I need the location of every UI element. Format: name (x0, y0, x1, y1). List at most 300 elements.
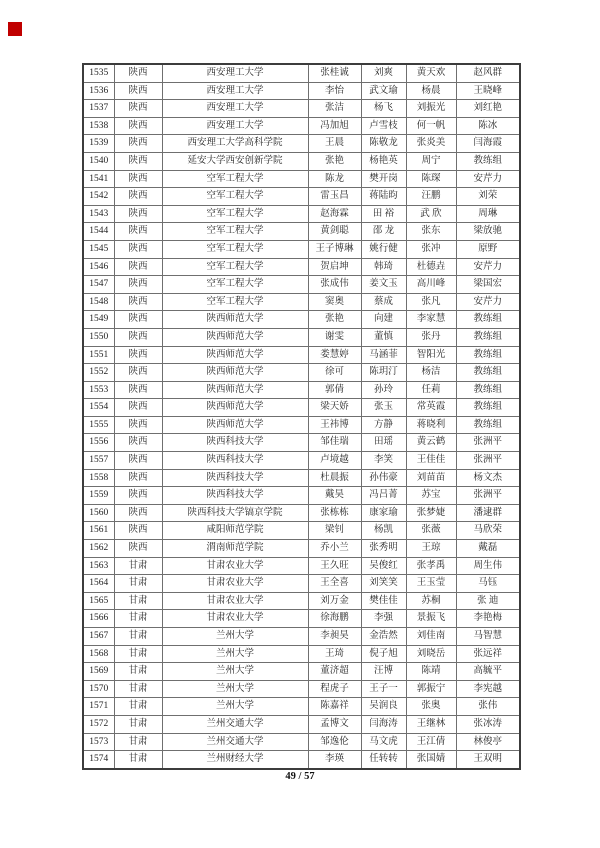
member-1-cell: 张桂诚 (308, 64, 361, 82)
member-4-cell: 李宪越 (456, 680, 520, 698)
member-3-cell: 张孝禹 (406, 557, 456, 575)
member-3-cell: 李家慧 (406, 311, 456, 329)
member-1-cell: 陈嘉祥 (308, 698, 361, 716)
row-number-cell: 1561 (83, 522, 114, 540)
province-cell: 陕西 (114, 381, 162, 399)
member-3-cell: 王江倩 (406, 733, 456, 751)
province-cell: 甘肃 (114, 715, 162, 733)
member-4-cell: 张 迪 (456, 592, 520, 610)
province-cell: 陕西 (114, 452, 162, 470)
member-4-cell: 教练组 (456, 381, 520, 399)
member-4-cell: 周生伟 (456, 557, 520, 575)
member-3-cell: 任莉 (406, 381, 456, 399)
member-1-cell: 卢境越 (308, 452, 361, 470)
member-2-cell: 陈敬龙 (361, 135, 406, 153)
province-cell: 陕西 (114, 364, 162, 382)
member-1-cell: 邹逸伦 (308, 733, 361, 751)
row-number-cell: 1548 (83, 293, 114, 311)
member-1-cell: 贺启坤 (308, 258, 361, 276)
member-3-cell: 高川峰 (406, 276, 456, 294)
member-4-cell: 教练组 (456, 416, 520, 434)
member-1-cell: 王全喜 (308, 575, 361, 593)
row-number-cell: 1554 (83, 399, 114, 417)
member-4-cell: 教练组 (456, 364, 520, 382)
university-cell: 陕西师范大学 (162, 381, 308, 399)
university-cell: 兰州大学 (162, 645, 308, 663)
university-cell: 西安理工大学 (162, 64, 308, 82)
row-number-cell: 1562 (83, 540, 114, 558)
member-3-cell: 杜德垚 (406, 258, 456, 276)
member-4-cell: 王双明 (456, 751, 520, 769)
table-row (83, 733, 520, 751)
table-row (83, 205, 520, 223)
province-cell: 陕西 (114, 223, 162, 241)
table-row (83, 610, 520, 628)
row-number-cell: 1535 (83, 64, 114, 82)
university-cell: 空军工程大学 (162, 188, 308, 206)
table-row (83, 135, 520, 153)
member-4-cell: 赵风群 (456, 64, 520, 82)
member-4-cell: 安芹力 (456, 170, 520, 188)
member-4-cell: 张远祥 (456, 645, 520, 663)
member-2-cell: 刘爽 (361, 64, 406, 82)
row-number-cell: 1565 (83, 592, 114, 610)
university-cell: 空军工程大学 (162, 223, 308, 241)
university-cell: 延安大学西安创新学院 (162, 152, 308, 170)
province-cell: 陕西 (114, 416, 162, 434)
row-number-cell: 1564 (83, 575, 114, 593)
province-cell: 陕西 (114, 346, 162, 364)
table-row (83, 152, 520, 170)
member-3-cell: 刘佳南 (406, 628, 456, 646)
member-4-cell: 戴磊 (456, 540, 520, 558)
province-cell: 甘肃 (114, 592, 162, 610)
table-row (83, 434, 520, 452)
province-cell: 甘肃 (114, 751, 162, 769)
table-row (83, 117, 520, 135)
university-cell: 空军工程大学 (162, 240, 308, 258)
member-1-cell: 刘万金 (308, 592, 361, 610)
member-4-cell: 梁国宏 (456, 276, 520, 294)
member-4-cell: 张洲平 (456, 434, 520, 452)
member-4-cell: 教练组 (456, 328, 520, 346)
member-3-cell: 王琼 (406, 540, 456, 558)
member-2-cell: 任转转 (361, 751, 406, 769)
province-cell: 陕西 (114, 504, 162, 522)
member-2-cell: 吴俊红 (361, 557, 406, 575)
row-number-cell: 1547 (83, 276, 114, 294)
member-4-cell: 高毓平 (456, 663, 520, 681)
university-cell: 兰州大学 (162, 680, 308, 698)
member-1-cell: 雷玉昌 (308, 188, 361, 206)
member-2-cell: 韩琦 (361, 258, 406, 276)
table-row (83, 364, 520, 382)
table-row (83, 276, 520, 294)
member-1-cell: 梁钊 (308, 522, 361, 540)
province-cell: 陕西 (114, 328, 162, 346)
member-1-cell: 郭倩 (308, 381, 361, 399)
university-cell: 陕西科技大学 (162, 434, 308, 452)
member-1-cell: 王祎博 (308, 416, 361, 434)
member-3-cell: 黄天欢 (406, 64, 456, 82)
member-4-cell: 马钰 (456, 575, 520, 593)
row-number-cell: 1571 (83, 698, 114, 716)
member-1-cell: 冯加旭 (308, 117, 361, 135)
province-cell: 陕西 (114, 434, 162, 452)
province-cell: 陕西 (114, 399, 162, 417)
table-row (83, 82, 520, 100)
row-number-cell: 1556 (83, 434, 114, 452)
province-cell: 陕西 (114, 311, 162, 329)
member-2-cell: 陈玥汀 (361, 364, 406, 382)
row-number-cell: 1559 (83, 487, 114, 505)
member-2-cell: 武文瑜 (361, 82, 406, 100)
table-row (83, 592, 520, 610)
member-1-cell: 徐可 (308, 364, 361, 382)
member-3-cell: 何一帆 (406, 117, 456, 135)
province-cell: 甘肃 (114, 680, 162, 698)
member-2-cell: 孙玲 (361, 381, 406, 399)
member-1-cell: 戴昊 (308, 487, 361, 505)
member-3-cell: 刘振光 (406, 100, 456, 118)
university-cell: 陕西科技大学 (162, 452, 308, 470)
university-cell: 西安理工大学高科学院 (162, 135, 308, 153)
province-cell: 陕西 (114, 100, 162, 118)
university-cell: 兰州大学 (162, 698, 308, 716)
member-1-cell: 邹佳瑞 (308, 434, 361, 452)
member-4-cell: 刘荣 (456, 188, 520, 206)
member-3-cell: 张国婧 (406, 751, 456, 769)
table-row (83, 188, 520, 206)
member-4-cell: 张伟 (456, 698, 520, 716)
university-cell: 渭南师范学院 (162, 540, 308, 558)
member-4-cell: 安芹力 (456, 258, 520, 276)
university-cell: 兰州交通大学 (162, 733, 308, 751)
province-cell: 陕西 (114, 293, 162, 311)
member-2-cell: 李强 (361, 610, 406, 628)
university-cell: 甘肃农业大学 (162, 557, 308, 575)
member-3-cell: 陈靖 (406, 663, 456, 681)
province-cell: 甘肃 (114, 575, 162, 593)
university-cell: 咸阳师范学院 (162, 522, 308, 540)
table-row (83, 399, 520, 417)
province-cell: 陕西 (114, 82, 162, 100)
row-number-cell: 1566 (83, 610, 114, 628)
province-cell: 陕西 (114, 64, 162, 82)
table-row (83, 381, 520, 399)
university-cell: 甘肃农业大学 (162, 575, 308, 593)
red-square-marker (8, 22, 22, 36)
member-4-cell: 教练组 (456, 346, 520, 364)
table-row (83, 346, 520, 364)
member-3-cell: 张冲 (406, 240, 456, 258)
province-cell: 陕西 (114, 258, 162, 276)
member-2-cell: 李笑 (361, 452, 406, 470)
table-row (83, 240, 520, 258)
university-cell: 兰州大学 (162, 663, 308, 681)
member-3-cell: 王继林 (406, 715, 456, 733)
row-number-cell: 1551 (83, 346, 114, 364)
member-1-cell: 张成伟 (308, 276, 361, 294)
row-number-cell: 1538 (83, 117, 114, 135)
member-2-cell: 樊开岗 (361, 170, 406, 188)
roster-table-body (83, 64, 520, 769)
table-row (83, 698, 520, 716)
member-4-cell: 杨文杰 (456, 469, 520, 487)
member-3-cell: 苏宝 (406, 487, 456, 505)
row-number-cell: 1563 (83, 557, 114, 575)
member-1-cell: 黄剑聪 (308, 223, 361, 241)
table-row (83, 487, 520, 505)
row-number-cell: 1542 (83, 188, 114, 206)
member-3-cell: 张梦婕 (406, 504, 456, 522)
member-2-cell: 张玉 (361, 399, 406, 417)
member-1-cell: 董济超 (308, 663, 361, 681)
table-row (83, 170, 520, 188)
university-cell: 甘肃农业大学 (162, 592, 308, 610)
province-cell: 陕西 (114, 240, 162, 258)
table-row (83, 522, 520, 540)
university-cell: 甘肃农业大学 (162, 610, 308, 628)
member-3-cell: 张凡 (406, 293, 456, 311)
member-2-cell: 康家瑜 (361, 504, 406, 522)
member-2-cell: 姜文玉 (361, 276, 406, 294)
row-number-cell: 1555 (83, 416, 114, 434)
member-3-cell: 苏桐 (406, 592, 456, 610)
province-cell: 甘肃 (114, 557, 162, 575)
row-number-cell: 1539 (83, 135, 114, 153)
table-row (83, 452, 520, 470)
university-cell: 空军工程大学 (162, 276, 308, 294)
province-cell: 甘肃 (114, 698, 162, 716)
table-row (83, 328, 520, 346)
member-2-cell: 马涵菲 (361, 346, 406, 364)
member-4-cell: 王晓峰 (456, 82, 520, 100)
row-number-cell: 1567 (83, 628, 114, 646)
table-row (83, 540, 520, 558)
row-number-cell: 1545 (83, 240, 114, 258)
row-number-cell: 1572 (83, 715, 114, 733)
member-1-cell: 李昶昊 (308, 628, 361, 646)
member-1-cell: 程虎子 (308, 680, 361, 698)
province-cell: 陕西 (114, 276, 162, 294)
member-3-cell: 武 欣 (406, 205, 456, 223)
member-3-cell: 黄云鹤 (406, 434, 456, 452)
member-2-cell: 向建 (361, 311, 406, 329)
university-cell: 陕西师范大学 (162, 364, 308, 382)
university-cell: 陕西师范大学 (162, 311, 308, 329)
member-4-cell: 教练组 (456, 311, 520, 329)
member-2-cell: 吴润良 (361, 698, 406, 716)
university-cell: 兰州财经大学 (162, 751, 308, 769)
member-3-cell: 张薇 (406, 522, 456, 540)
member-4-cell: 教练组 (456, 152, 520, 170)
member-1-cell: 杜晨振 (308, 469, 361, 487)
member-2-cell: 樊佳佳 (361, 592, 406, 610)
member-1-cell: 赵海霖 (308, 205, 361, 223)
university-cell: 西安理工大学 (162, 100, 308, 118)
table-row (83, 311, 520, 329)
page-number: 49 / 57 (285, 771, 315, 782)
member-2-cell: 王子一 (361, 680, 406, 698)
row-number-cell: 1546 (83, 258, 114, 276)
table-row (83, 715, 520, 733)
member-1-cell: 张栋栋 (308, 504, 361, 522)
university-cell: 空军工程大学 (162, 258, 308, 276)
province-cell: 陕西 (114, 170, 162, 188)
member-3-cell: 张东 (406, 223, 456, 241)
member-1-cell: 娄慧婷 (308, 346, 361, 364)
row-number-cell: 1573 (83, 733, 114, 751)
member-2-cell: 金浩然 (361, 628, 406, 646)
member-3-cell: 张奥 (406, 698, 456, 716)
member-3-cell: 蒋晓利 (406, 416, 456, 434)
table-row (83, 751, 520, 769)
row-number-cell: 1550 (83, 328, 114, 346)
table-row (83, 64, 520, 82)
table-row (83, 258, 520, 276)
row-number-cell: 1552 (83, 364, 114, 382)
province-cell: 甘肃 (114, 733, 162, 751)
member-4-cell: 周琳 (456, 205, 520, 223)
province-cell: 陕西 (114, 522, 162, 540)
member-3-cell: 刘晓岳 (406, 645, 456, 663)
member-2-cell: 张秀明 (361, 540, 406, 558)
member-3-cell: 张丹 (406, 328, 456, 346)
member-3-cell: 汪鹏 (406, 188, 456, 206)
row-number-cell: 1540 (83, 152, 114, 170)
member-2-cell: 方静 (361, 416, 406, 434)
member-1-cell: 李怡 (308, 82, 361, 100)
row-number-cell: 1549 (83, 311, 114, 329)
row-number-cell: 1557 (83, 452, 114, 470)
member-4-cell: 李艳梅 (456, 610, 520, 628)
member-1-cell: 陈龙 (308, 170, 361, 188)
table-row (83, 100, 520, 118)
university-cell: 陕西科技大学 (162, 487, 308, 505)
member-1-cell: 徐海鹏 (308, 610, 361, 628)
member-3-cell: 刘苗苗 (406, 469, 456, 487)
roster-table (82, 63, 521, 770)
member-4-cell: 潘逮群 (456, 504, 520, 522)
table-row (83, 293, 520, 311)
member-3-cell: 郭振宁 (406, 680, 456, 698)
member-2-cell: 杨飞 (361, 100, 406, 118)
table-row (83, 557, 520, 575)
university-cell: 陕西科技大学 (162, 469, 308, 487)
member-4-cell: 教练组 (456, 399, 520, 417)
member-3-cell: 王佳佳 (406, 452, 456, 470)
member-2-cell: 田 裕 (361, 205, 406, 223)
university-cell: 陕西师范大学 (162, 399, 308, 417)
member-3-cell: 陈琛 (406, 170, 456, 188)
member-2-cell: 杨凯 (361, 522, 406, 540)
member-4-cell: 梁放驰 (456, 223, 520, 241)
table-row (83, 575, 520, 593)
member-2-cell: 汪博 (361, 663, 406, 681)
province-cell: 甘肃 (114, 610, 162, 628)
university-cell: 空军工程大学 (162, 170, 308, 188)
member-3-cell: 张炎美 (406, 135, 456, 153)
member-4-cell: 林俊亭 (456, 733, 520, 751)
university-cell: 陕西师范大学 (162, 416, 308, 434)
university-cell: 陕西科技大学镐京学院 (162, 504, 308, 522)
table-row (83, 663, 520, 681)
member-2-cell: 杨艳英 (361, 152, 406, 170)
province-cell: 陕西 (114, 135, 162, 153)
province-cell: 甘肃 (114, 663, 162, 681)
university-cell: 西安理工大学 (162, 82, 308, 100)
member-3-cell: 常英霞 (406, 399, 456, 417)
member-1-cell: 王久旺 (308, 557, 361, 575)
member-1-cell: 张洁 (308, 100, 361, 118)
member-4-cell: 刘红艳 (456, 100, 520, 118)
university-cell: 空军工程大学 (162, 205, 308, 223)
province-cell: 甘肃 (114, 645, 162, 663)
row-number-cell: 1541 (83, 170, 114, 188)
row-number-cell: 1574 (83, 751, 114, 769)
member-2-cell: 姚行健 (361, 240, 406, 258)
member-4-cell: 闫海霞 (456, 135, 520, 153)
member-3-cell: 杨洁 (406, 364, 456, 382)
member-3-cell: 周宁 (406, 152, 456, 170)
row-number-cell: 1553 (83, 381, 114, 399)
province-cell: 陕西 (114, 487, 162, 505)
member-1-cell: 孟博文 (308, 715, 361, 733)
member-2-cell: 董慎 (361, 328, 406, 346)
row-number-cell: 1536 (83, 82, 114, 100)
member-2-cell: 卢雪枝 (361, 117, 406, 135)
row-number-cell: 1543 (83, 205, 114, 223)
table-row (83, 469, 520, 487)
member-1-cell: 张艳 (308, 311, 361, 329)
member-3-cell: 王玉莹 (406, 575, 456, 593)
member-2-cell: 刘笑笑 (361, 575, 406, 593)
member-2-cell: 田瑶 (361, 434, 406, 452)
member-1-cell: 王晨 (308, 135, 361, 153)
row-number-cell: 1560 (83, 504, 114, 522)
table-row (83, 645, 520, 663)
row-number-cell: 1568 (83, 645, 114, 663)
table-row (83, 680, 520, 698)
member-1-cell: 谢雯 (308, 328, 361, 346)
table-row (83, 223, 520, 241)
row-number-cell: 1558 (83, 469, 114, 487)
row-number-cell: 1537 (83, 100, 114, 118)
member-1-cell: 梁天娇 (308, 399, 361, 417)
member-2-cell: 倪子旭 (361, 645, 406, 663)
member-4-cell: 原野 (456, 240, 520, 258)
member-1-cell: 王琦 (308, 645, 361, 663)
roster-table-container (82, 63, 521, 770)
province-cell: 陕西 (114, 205, 162, 223)
province-cell: 陕西 (114, 152, 162, 170)
row-number-cell: 1544 (83, 223, 114, 241)
province-cell: 陕西 (114, 117, 162, 135)
member-1-cell: 王子博琳 (308, 240, 361, 258)
member-4-cell: 马欣荣 (456, 522, 520, 540)
member-3-cell: 景振飞 (406, 610, 456, 628)
table-row (83, 416, 520, 434)
member-4-cell: 张洲平 (456, 487, 520, 505)
university-cell: 陕西师范大学 (162, 328, 308, 346)
member-4-cell: 安芹力 (456, 293, 520, 311)
province-cell: 陕西 (114, 540, 162, 558)
member-3-cell: 智阳光 (406, 346, 456, 364)
member-4-cell: 陈冰 (456, 117, 520, 135)
member-4-cell: 张冰涛 (456, 715, 520, 733)
member-2-cell: 孙伟豪 (361, 469, 406, 487)
